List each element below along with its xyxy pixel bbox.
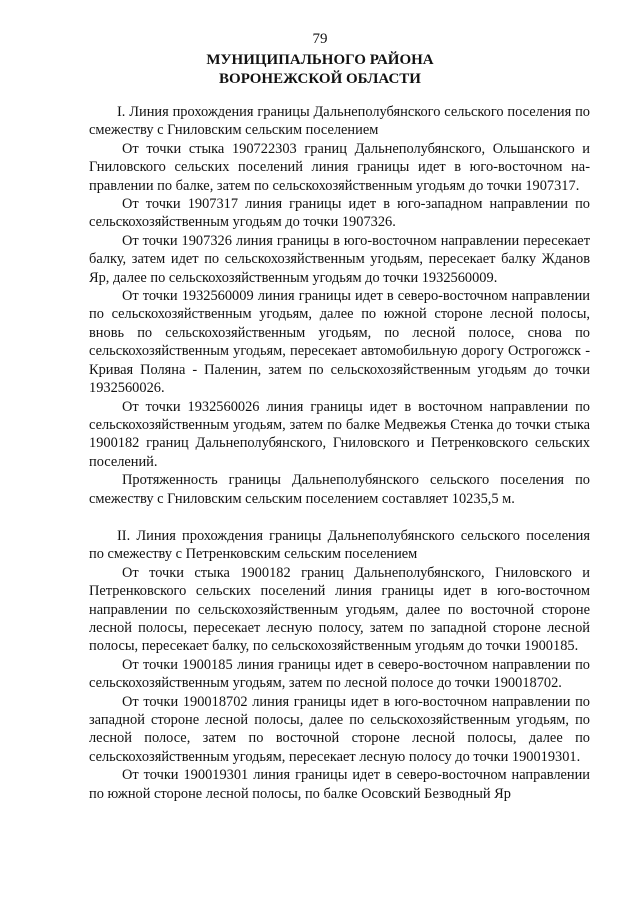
section-2-paragraph: От точки 190018702 линия границы идет в юго-восточном направлении по западной стороне лесной полосы, далее по сельскохозяйственным угодьям, по лесной полосе, затем по восточной стороне лесной полосы, далее по сельскохозяйственным угодьям, пересекает лесную полосу до точки 190019301.: [89, 693, 590, 765]
section-1-paragraph: От точки 1907326 линия границы в юго-восточном направлении пересекает балку, затем идет по сельскохозяйственным угодьям, пересекает балку Жданов Яр, далее по сельскохозяйственным угодьям до точки 1932560009.: [89, 232, 590, 286]
section-1-paragraph: От точки стыка 190722303 границ Дальнеполубянского, Ольшанского и Гниловского сельских поселений линия границы идет в юго-восточном направлении по балке, затем по сельскохозяйственным угодьям до точки 1907317.: [89, 140, 590, 194]
page-number: 79: [312, 31, 328, 47]
heading-line-1: МУНИЦИПАЛЬНОГО РАЙОНА: [206, 52, 434, 68]
section-1-paragraph: От точки 1932560009 линия границы идет в северо-восточном направлении по сельскохозяйственным угодьям, далее по южной стороне лесной полосы, вновь по сельскохозяйственным угодьям, по лесной полосе, снова по сельскохозяйственным угодьям, пересекает автомобильную дорогу Острогожск - Кривая Поляна - Паленин, затем по сельскохозяйственным угодьям до точки 1932560026.: [89, 288, 590, 397]
document-body: [89, 103, 590, 803]
section-1-title: I. Линия прохождения границы Дальнеполубянского сельского поселения по смежеству с Гниловским сельским поселением: [89, 104, 590, 139]
heading-line-2: ВОРОНЕЖСКОЙ ОБЛАСТИ: [219, 71, 421, 87]
document-heading: [0, 51, 640, 89]
section-1-summary: Протяженность границы Дальнеполубянского сельского поселения по смежеству с Гниловским сельским поселением составляет 10235,5 м.: [89, 472, 590, 507]
section-1-paragraph: От точки 1907317 линия границы идет в юго-западном направлении по сельскохозяйственным угодьям до точки 1907326.: [89, 196, 590, 231]
section-2-title: II. Линия прохождения границы Дальнеполубянского сельского поселения по смежеству с Петренковским сельским поселением: [89, 527, 590, 563]
section-2-paragraph: От точки стыка 1900182 границ Дальнеполубянского, Гниловского и Петренковского сельских поселений линия границы идет в юго-восточном направлении по сельскохозяйственным угодьям, далее по восточной стороне лесной полосы, пересекает лесную полосу, затем по западной стороне лесной полосы, пересекает балку, по сельскохозяйственным угодьям до точки 1900185.: [89, 564, 590, 655]
section-2-paragraph: От точки 1900185 линия границы идет в северо-восточном направлении по сельскохозяйственным угодьям, затем по лесной полосе до точки 190018702.: [89, 656, 590, 692]
section-1-paragraph: От точки 1932560026 линия границы идет в восточном направлении по сельскохозяйственным угодьям, затем по балке Медвежья Стенка до точки стыка 1900182 границ Дальнеполубянского, Гниловского и Петренковского сельских поселений.: [89, 398, 590, 470]
section-spacer: [89, 508, 590, 527]
section-2-paragraph: От точки 190019301 линия границы идет в северо-восточном направлении по южной стороне лесной полосы, по балке Осовский Безводный Яр: [89, 767, 590, 802]
